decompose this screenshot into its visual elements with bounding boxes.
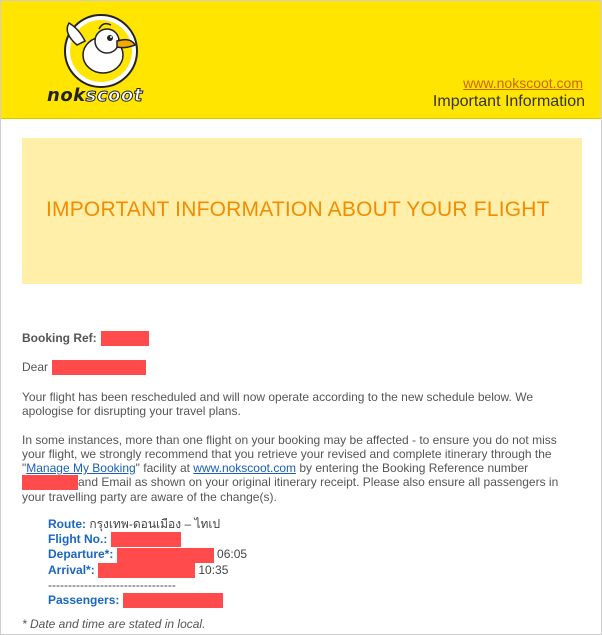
banner-title: IMPORTANT INFORMATION ABOUT YOUR FLIGHT bbox=[46, 198, 550, 221]
arrival-label: Arrival*: bbox=[48, 562, 95, 577]
flight-number-label: Flight No.: bbox=[48, 532, 108, 546]
departure-date-redaction bbox=[117, 548, 214, 563]
booking-ref-redaction bbox=[101, 331, 149, 346]
reschedule-paragraph: Your flight has been rescheduled and will now operate according to the new schedule below. We apologise for disrupting your travel plans. bbox=[22, 390, 534, 418]
details-divider: -------------------------------- bbox=[48, 577, 176, 592]
departure-time: 06:05 bbox=[217, 547, 248, 562]
route-value: กรุงเทพ-ดอนเมือง – ไทเป bbox=[89, 517, 221, 531]
departure-row bbox=[48, 547, 247, 562]
arrival-time: 10:35 bbox=[198, 562, 229, 577]
instructions-text-b: " facility at bbox=[135, 461, 194, 475]
brand-nok: nok bbox=[47, 85, 86, 106]
passengers-row bbox=[48, 593, 247, 608]
booking-ref-label: Booking Ref: bbox=[22, 331, 97, 345]
name-redaction bbox=[52, 360, 146, 375]
passengers-label: Passengers: bbox=[48, 592, 120, 607]
email-header bbox=[1, 1, 601, 119]
manage-my-booking-link[interactable]: Manage My Booking bbox=[26, 461, 136, 475]
instructions-text-c: by entering the Booking Reference number bbox=[295, 461, 529, 475]
arrival-row bbox=[48, 563, 247, 578]
flight-details bbox=[48, 517, 247, 608]
header-subtitle: Important Information bbox=[432, 93, 585, 110]
flight-number-redaction bbox=[111, 532, 181, 547]
flight-number-row bbox=[48, 532, 247, 547]
dear-label: Dear bbox=[22, 360, 49, 374]
arrival-date-redaction bbox=[98, 563, 195, 578]
important-banner bbox=[22, 138, 582, 284]
header-site-link[interactable]: www.nokscoot.com bbox=[463, 75, 583, 91]
booking-number-redaction bbox=[22, 475, 78, 490]
route-label: Route: bbox=[48, 517, 86, 531]
body-site-link[interactable]: www.nokscoot.com bbox=[193, 461, 296, 475]
greeting-line bbox=[22, 360, 146, 375]
local-time-footnote: * Date and time are stated in local. bbox=[22, 617, 206, 631]
passengers-redaction bbox=[123, 593, 223, 608]
instructions-text-a: In some instances, more than one flight on your booking may be affected - to ensure you do not miss your flight, we strongly recommend that you retrieve your revised and complete itinerary through the " bbox=[22, 433, 557, 475]
route-row bbox=[48, 517, 247, 532]
brand-scoot: scoot bbox=[85, 85, 143, 106]
brand-wordmark bbox=[47, 85, 143, 106]
instructions-paragraph bbox=[22, 433, 564, 504]
departure-label: Departure*: bbox=[48, 547, 114, 562]
booking-ref-line bbox=[22, 331, 149, 346]
instructions-text-d: and Email as shown on your original itinerary receipt. Please also ensure all passengers in your travelling party are aware of the change(s). bbox=[22, 475, 559, 505]
bird-logo-icon bbox=[55, 11, 147, 89]
nokscoot-logo[interactable] bbox=[45, 11, 155, 111]
